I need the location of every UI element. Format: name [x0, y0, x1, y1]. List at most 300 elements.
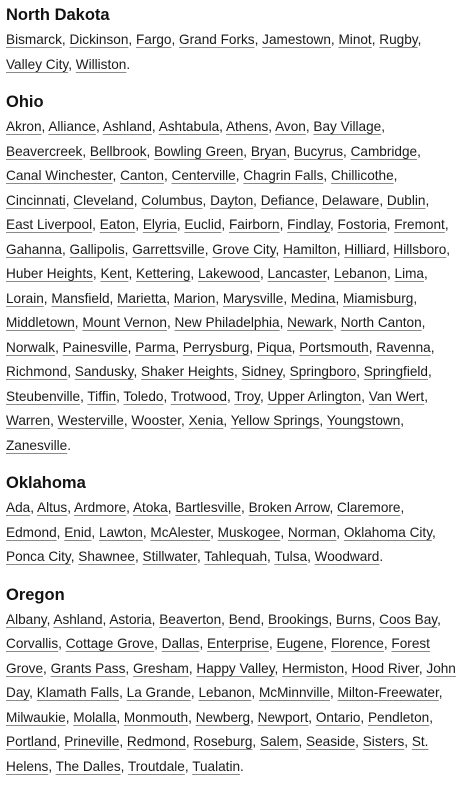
- separator: ,: [46, 611, 54, 627]
- separator: ,: [386, 266, 395, 281]
- separator: ,: [56, 734, 65, 749]
- city-link[interactable]: Oklahoma City: [343, 524, 432, 540]
- separator: ,: [127, 339, 136, 355]
- separator: ,: [41, 119, 49, 134]
- city-link[interactable]: Lebanon: [334, 266, 387, 281]
- city-link[interactable]: Muskogee: [217, 524, 281, 540]
- separator: .: [240, 758, 244, 774]
- city-link[interactable]: Ontario: [315, 709, 361, 725]
- city-link[interactable]: Norman: [287, 524, 337, 540]
- city-link[interactable]: Piqua: [256, 339, 292, 355]
- separator: ,: [282, 364, 290, 379]
- separator: ,: [163, 168, 172, 183]
- separator: ,: [251, 685, 259, 700]
- city-link[interactable]: Columbus: [141, 192, 203, 208]
- city-link[interactable]: Kettering: [136, 266, 191, 281]
- separator: ,: [92, 217, 100, 232]
- separator: ,: [199, 636, 207, 651]
- separator: ,: [210, 524, 218, 540]
- separator: ,: [343, 143, 351, 159]
- separator: ,: [329, 217, 338, 232]
- state-section-ohio: [6, 91, 456, 458]
- city-link[interactable]: John Day: [6, 660, 456, 700]
- separator: ,: [163, 388, 171, 404]
- city-link[interactable]: Portland: [6, 734, 57, 749]
- separator: ,: [215, 290, 223, 306]
- state-heading: North Dakota: [6, 6, 110, 24]
- separator: ,: [329, 500, 338, 515]
- city-link[interactable]: Prineville: [64, 734, 120, 749]
- separator: ,: [371, 611, 380, 627]
- city-link[interactable]: Akron: [6, 119, 42, 134]
- city-link[interactable]: The Dalles: [55, 758, 121, 774]
- city-link[interactable]: Fremont: [394, 217, 445, 232]
- city-link[interactable]: Eaton: [99, 217, 136, 232]
- separator: ,: [385, 241, 394, 257]
- city-link[interactable]: Coos Bay: [379, 611, 438, 627]
- city-link[interactable]: Sidney: [241, 364, 283, 379]
- separator: ,: [204, 241, 213, 257]
- city-link[interactable]: Roseburg: [193, 734, 253, 749]
- separator: ,: [154, 636, 162, 651]
- separator: ,: [116, 709, 124, 725]
- separator: ,: [134, 549, 143, 564]
- separator: ,: [298, 734, 307, 749]
- city-link[interactable]: Ashland: [53, 611, 103, 627]
- separator: ,: [133, 364, 142, 379]
- city-link[interactable]: Van Wert: [368, 388, 425, 404]
- city-link[interactable]: Gallipolis: [69, 241, 125, 257]
- separator: ,: [102, 611, 110, 627]
- separator: ,: [413, 290, 418, 306]
- city-link[interactable]: Troutdale: [127, 758, 185, 774]
- separator: ,: [61, 241, 70, 257]
- city-link[interactable]: Kent: [100, 266, 129, 281]
- city-link[interactable]: North Canton: [340, 315, 422, 330]
- city-link[interactable]: Sandusky: [74, 364, 134, 379]
- city-link[interactable]: Tulsa: [274, 549, 308, 564]
- city-link[interactable]: Forest Grove: [6, 636, 430, 676]
- separator: ,: [95, 119, 103, 134]
- city-link[interactable]: Corvallis: [6, 636, 59, 651]
- separator: ,: [446, 241, 451, 257]
- separator: ,: [280, 524, 288, 540]
- city-link[interactable]: Newport: [257, 709, 309, 725]
- city-link[interactable]: Cleveland: [73, 192, 134, 208]
- city-link[interactable]: Grove City: [212, 241, 276, 257]
- separator: ,: [221, 217, 229, 232]
- city-link[interactable]: Ada: [6, 500, 31, 515]
- city-link[interactable]: Toledo: [123, 388, 164, 404]
- city-link[interactable]: Molalla: [73, 709, 117, 725]
- separator: ,: [268, 636, 277, 651]
- city-link[interactable]: Lancaster: [267, 266, 327, 281]
- city-link[interactable]: Avon: [275, 119, 306, 134]
- city-link[interactable]: Jamestown: [262, 32, 331, 47]
- separator: ,: [219, 119, 226, 134]
- city-link[interactable]: Happy Valley: [196, 660, 275, 676]
- city-link[interactable]: Westerville: [57, 413, 124, 428]
- city-link[interactable]: Garrettsville: [132, 241, 205, 257]
- city-link[interactable]: Klamath Falls: [36, 685, 120, 700]
- separator: ,: [424, 388, 428, 404]
- city-link[interactable]: Ponca City: [6, 549, 71, 564]
- separator: ,: [29, 685, 37, 700]
- separator: ,: [65, 709, 74, 725]
- city-link[interactable]: Zanesville: [6, 437, 68, 453]
- separator: ,: [323, 168, 331, 183]
- city-link[interactable]: Athens: [225, 119, 269, 134]
- city-link[interactable]: Delaware: [321, 192, 380, 208]
- city-link[interactable]: Albany: [6, 611, 47, 627]
- separator: ,: [68, 56, 76, 72]
- city-link[interactable]: Upper Arlington: [267, 388, 362, 404]
- city-link[interactable]: Parma: [135, 339, 176, 355]
- city-link[interactable]: Cincinnati: [6, 192, 66, 208]
- city-link[interactable]: Middletown: [6, 315, 75, 330]
- city-link[interactable]: Cambridge: [350, 143, 418, 159]
- separator: ,: [133, 192, 142, 208]
- separator: ,: [50, 413, 58, 428]
- city-link[interactable]: Wooster: [131, 413, 182, 428]
- separator: ,: [67, 500, 75, 515]
- city-link[interactable]: Rugby: [379, 32, 418, 47]
- separator: ,: [116, 388, 124, 404]
- separator: ,: [400, 413, 405, 428]
- separator: ,: [279, 315, 288, 330]
- separator: ,: [259, 388, 268, 404]
- separator: ,: [250, 709, 258, 725]
- separator: ,: [335, 290, 344, 306]
- city-link[interactable]: Springboro: [289, 364, 357, 379]
- separator: ,: [135, 217, 143, 232]
- city-link[interactable]: Dublin: [386, 192, 426, 208]
- separator: ,: [74, 315, 83, 330]
- separator: ,: [275, 241, 284, 257]
- separator: ,: [43, 290, 52, 306]
- city-link[interactable]: Defiance: [260, 192, 315, 208]
- separator: ,: [360, 709, 368, 725]
- separator: ,: [128, 266, 136, 281]
- city-link[interactable]: Xenia: [188, 413, 224, 428]
- separator: ,: [429, 709, 433, 725]
- city-link[interactable]: Woodward: [314, 549, 380, 564]
- city-link[interactable]: Tiffin: [87, 388, 117, 404]
- city-link[interactable]: Canton: [120, 168, 164, 183]
- city-link[interactable]: Bismarck: [6, 32, 62, 47]
- separator: ,: [268, 119, 276, 134]
- city-link[interactable]: Ravenna: [376, 339, 431, 355]
- city-link[interactable]: Hermiston: [282, 660, 345, 676]
- city-link[interactable]: Gahanna: [6, 241, 62, 257]
- city-link[interactable]: Trotwood: [170, 388, 227, 404]
- separator: ,: [124, 241, 133, 257]
- city-link[interactable]: Florence: [330, 636, 384, 651]
- city-link[interactable]: Newberg: [195, 709, 251, 725]
- city-link[interactable]: Sisters: [362, 734, 405, 749]
- separator: ,: [283, 290, 291, 306]
- city-link[interactable]: Hood River: [351, 660, 419, 676]
- separator: ,: [274, 660, 283, 676]
- separator: ,: [330, 32, 339, 47]
- separator: ,: [267, 549, 275, 564]
- separator: ,: [221, 611, 229, 627]
- city-link[interactable]: New Philadelphia: [174, 315, 280, 330]
- city-link[interactable]: Tahlequah: [204, 549, 268, 564]
- city-link[interactable]: Claremore: [337, 500, 401, 515]
- city-list: [6, 115, 456, 458]
- city-link[interactable]: Hilliard: [344, 241, 386, 257]
- city-link[interactable]: Youngstown: [326, 413, 401, 428]
- separator: ,: [128, 32, 136, 47]
- separator: ,: [146, 143, 155, 159]
- separator: ,: [425, 192, 430, 208]
- separator: ,: [424, 266, 428, 281]
- city-link[interactable]: Alliance: [48, 119, 96, 134]
- city-link[interactable]: East Liverpool: [6, 217, 93, 232]
- separator: ,: [437, 611, 441, 627]
- city-link[interactable]: Shawnee: [78, 549, 135, 564]
- city-list: [6, 608, 456, 780]
- city-link[interactable]: Broken Arrow: [248, 500, 330, 515]
- city-link[interactable]: Stillwater: [142, 549, 197, 564]
- separator: ,: [67, 364, 75, 379]
- city-link[interactable]: Brookings: [268, 611, 329, 627]
- city-link[interactable]: Painesville: [62, 339, 128, 355]
- city-link[interactable]: Redmond: [126, 734, 186, 749]
- city-link[interactable]: Springfield: [363, 364, 428, 379]
- city-link[interactable]: Lakewood: [197, 266, 260, 281]
- separator: ,: [438, 685, 443, 700]
- city-link[interactable]: Eugene: [276, 636, 324, 651]
- city-link[interactable]: Hillsboro: [393, 241, 447, 257]
- separator: ,: [188, 660, 197, 676]
- separator: ,: [421, 315, 426, 330]
- city-link[interactable]: Milton-Freewater: [337, 685, 439, 700]
- city-link[interactable]: Perrysburg: [182, 339, 250, 355]
- separator: ,: [70, 549, 79, 564]
- city-link[interactable]: Dallas: [161, 636, 200, 651]
- separator: ,: [355, 734, 363, 749]
- state-heading: Oklahoma: [6, 474, 86, 492]
- separator: ,: [109, 290, 118, 306]
- city-link[interactable]: Grants Pass: [50, 660, 126, 676]
- state-section-oregon: [6, 584, 456, 780]
- separator: ,: [65, 192, 74, 208]
- separator: ,: [82, 143, 90, 159]
- separator: ,: [326, 266, 335, 281]
- city-link[interactable]: Yellow Springs: [230, 413, 320, 428]
- separator: ,: [58, 636, 66, 651]
- city-link[interactable]: Bryan: [250, 143, 287, 159]
- city-link[interactable]: Bay Village: [313, 119, 382, 134]
- city-link[interactable]: Beavercreek: [6, 143, 83, 159]
- city-link[interactable]: Milwaukie: [6, 709, 66, 725]
- city-link[interactable]: Steubenville: [6, 388, 81, 404]
- separator: ,: [48, 758, 56, 774]
- city-link[interactable]: Elyria: [142, 217, 177, 232]
- separator: ,: [356, 364, 364, 379]
- separator: ,: [123, 413, 132, 428]
- city-link[interactable]: Hamilton: [283, 241, 337, 257]
- separator: ,: [371, 32, 380, 47]
- city-link[interactable]: Miamisburg: [343, 290, 414, 306]
- separator: ,: [223, 413, 231, 428]
- separator: ,: [431, 524, 436, 540]
- separator: ,: [307, 549, 315, 564]
- city-link[interactable]: Fargo: [135, 32, 172, 47]
- separator: ,: [166, 290, 174, 306]
- city-link[interactable]: Chagrin Falls: [243, 168, 324, 183]
- separator: ,: [404, 734, 412, 749]
- separator: ,: [166, 315, 175, 330]
- city-link[interactable]: Marion: [173, 290, 216, 306]
- city-link[interactable]: Beaverton: [159, 611, 222, 627]
- city-link[interactable]: Lima: [394, 266, 424, 281]
- separator: ,: [252, 734, 260, 749]
- city-link[interactable]: Huber Heights: [6, 266, 93, 281]
- separator: ,: [379, 192, 387, 208]
- city-link[interactable]: Seaside: [306, 734, 356, 749]
- city-link[interactable]: Monmouth: [123, 709, 189, 725]
- separator: ,: [344, 660, 352, 676]
- separator: ,: [92, 266, 101, 281]
- separator: ,: [120, 758, 128, 774]
- separator: ,: [418, 660, 427, 676]
- city-link[interactable]: Bartlesville: [175, 500, 242, 515]
- city-link[interactable]: Grand Forks: [179, 32, 255, 47]
- separator: ,: [196, 549, 205, 564]
- separator: ,: [241, 500, 249, 515]
- city-link[interactable]: Altus: [37, 500, 68, 515]
- city-link[interactable]: Enterprise: [207, 636, 269, 651]
- city-link[interactable]: Marietta: [117, 290, 167, 306]
- city-list: [6, 28, 456, 77]
- separator: ,: [259, 266, 268, 281]
- city-link[interactable]: St. Helens: [6, 734, 429, 774]
- separator: ,: [119, 685, 127, 700]
- city-link[interactable]: Canal Winchester: [6, 168, 113, 183]
- city-link[interactable]: Newark: [287, 315, 334, 330]
- separator: ,: [184, 758, 193, 774]
- city-link[interactable]: Lebanon: [198, 685, 252, 700]
- city-link[interactable]: Dickinson: [69, 32, 129, 47]
- separator: ,: [336, 524, 344, 540]
- city-link[interactable]: Ashland: [102, 119, 152, 134]
- city-link[interactable]: Salem: [259, 734, 299, 749]
- city-link[interactable]: Lawton: [98, 524, 143, 540]
- separator: ,: [381, 119, 385, 134]
- city-link[interactable]: Ardmore: [74, 500, 127, 515]
- city-link[interactable]: Portsmouth: [299, 339, 369, 355]
- city-link[interactable]: Williston: [75, 56, 127, 72]
- separator: ,: [126, 500, 133, 515]
- separator: ,: [430, 339, 435, 355]
- city-link[interactable]: Fairborn: [228, 217, 280, 232]
- separator: .: [67, 437, 71, 453]
- city-list: [6, 496, 456, 570]
- separator: ,: [55, 339, 63, 355]
- city-link[interactable]: Bucyrus: [293, 143, 344, 159]
- separator: ,: [417, 143, 421, 159]
- separator: ,: [328, 611, 337, 627]
- city-link[interactable]: Bend: [228, 611, 261, 627]
- city-link[interactable]: Richmond: [6, 364, 68, 379]
- city-link[interactable]: Tualatin: [192, 758, 241, 774]
- separator: ,: [243, 143, 251, 159]
- state-section-north-dakota: [6, 4, 456, 77]
- city-link[interactable]: Burns: [336, 611, 372, 627]
- city-link[interactable]: McMinnville: [258, 685, 330, 700]
- city-link[interactable]: Mansfield: [51, 290, 110, 306]
- city-link[interactable]: Dayton: [210, 192, 254, 208]
- city-link[interactable]: Enid: [64, 524, 92, 540]
- separator: ,: [305, 119, 314, 134]
- separator: ,: [368, 339, 377, 355]
- separator: ,: [185, 734, 194, 749]
- separator: ,: [319, 413, 327, 428]
- city-link[interactable]: Medina: [290, 290, 336, 306]
- city-link[interactable]: Marysville: [222, 290, 284, 306]
- separator: ,: [260, 611, 269, 627]
- separator: ,: [333, 315, 341, 330]
- separator: .: [379, 549, 384, 564]
- city-link[interactable]: Minot: [338, 32, 372, 47]
- separator: ,: [151, 611, 160, 627]
- separator: ,: [253, 192, 261, 208]
- separator: ,: [151, 119, 159, 134]
- state-heading: Ohio: [6, 93, 44, 111]
- city-link[interactable]: Euclid: [184, 217, 222, 232]
- separator: ,: [361, 388, 369, 404]
- city-link[interactable]: Edmond: [6, 524, 57, 540]
- city-link[interactable]: Ashtabula: [158, 119, 220, 134]
- city-link[interactable]: Bellbrook: [89, 143, 147, 159]
- city-link[interactable]: Centerville: [171, 168, 236, 183]
- separator: ,: [190, 685, 199, 700]
- separator: ,: [80, 388, 88, 404]
- city-link[interactable]: Findlay: [287, 217, 330, 232]
- city-link[interactable]: Gresham: [132, 660, 189, 676]
- city-link[interactable]: Norwalk: [6, 339, 56, 355]
- separator: ,: [188, 709, 196, 725]
- city-link[interactable]: Atoka: [132, 500, 168, 515]
- separator: ,: [314, 192, 322, 208]
- city-link[interactable]: Shaker Heights: [141, 364, 234, 379]
- city-link[interactable]: Cottage Grove: [65, 636, 155, 651]
- separator: ,: [56, 524, 65, 540]
- city-link[interactable]: Troy: [234, 388, 260, 404]
- city-link[interactable]: McAlester: [150, 524, 211, 540]
- city-link[interactable]: Pendleton: [367, 709, 430, 725]
- separator: ,: [119, 734, 127, 749]
- city-link[interactable]: Fostoria: [337, 217, 387, 232]
- city-link[interactable]: Mount Vernon: [82, 315, 167, 330]
- separator: ,: [61, 32, 70, 47]
- city-link[interactable]: Lorain: [6, 290, 44, 306]
- separator: ,: [167, 500, 176, 515]
- city-link[interactable]: Chillicothe: [330, 168, 394, 183]
- city-link[interactable]: Valley City: [6, 56, 69, 72]
- separator: ,: [30, 500, 37, 515]
- city-link[interactable]: Astoria: [109, 611, 152, 627]
- city-link[interactable]: Warren: [6, 413, 51, 428]
- separator: ,: [393, 168, 398, 183]
- city-link[interactable]: Bowling Green: [154, 143, 244, 159]
- separator: ,: [226, 388, 235, 404]
- city-link[interactable]: La Grande: [126, 685, 191, 700]
- separator: .: [126, 56, 131, 72]
